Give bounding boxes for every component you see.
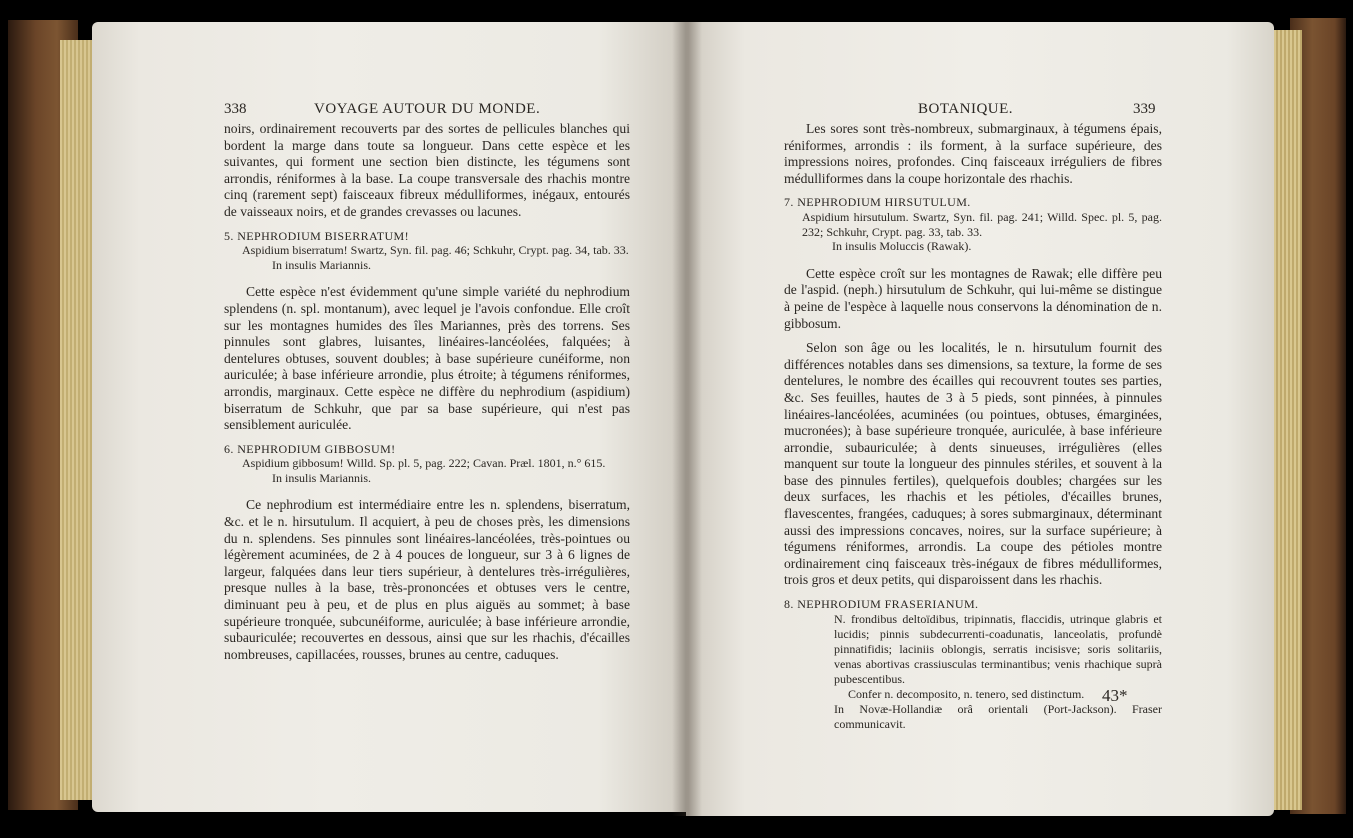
book-gutter bbox=[672, 22, 702, 816]
right-paragraph-3: Selon son âge ou les localités, le n. hirsutulum fournit des différences notables dans ses dimensions, sa texture, la forme de ses dentelures, le nombre des écailles qui recouvrent toutes ses parties, &c. Ses feuilles, hautes de 3 à 5 pieds, sont pinnées, à pinnules linéaires-lancéolées, acuminées (ou pointues, obtuses, émarginées, mucronées); à base supérieure tronquée, auriculée, à base inférieure arrondie, subauriculée; à dents sinueuses, irrégulières (elles manquent sur toute la longueur des pinnules stériles, et souvent à la base des pinnules fertiles), quelquefois doubles; chargées sur les deux surfaces, les rhachis et les pétioles, d'écailles brunes, flavescentes, frangées, caduques; à sores submarginaux, déterminant aussi des impressions concaves, noires, sur la surface supérieure; à tégumens réniformes, arrondis. La coupe des pétioles montre ordinairement cinq faisceaux très-inégaux de fibres médulliformes, trois gros et deux petits, qui disparoissent dans les rhachis. bbox=[784, 340, 1162, 588]
left-running-head: VOYAGE AUTOUR DU MONDE. bbox=[314, 101, 541, 117]
entry-6-reference: Aspidium gibbosum! Willd. Sp. pl. 5, pag. 222; Cavan. Præl. 1801, n.° 615. bbox=[242, 456, 606, 471]
entry-8-diagnosis: N. frondibus deltoïdibus, tripinnatis, flaccidis, utrinque glabris et lucidis; pinnis subdecurrenti-coadunatis, lanceolatis, profundè pinnatifidis; laciniis oblongis, serratis incisisve; soris solitariis, venas abortivas crassiusculas terminantibus; venis rhachique suprà pubescentibus. bbox=[834, 612, 1162, 687]
left-paragraph-2: Cette espèce n'est évidemment qu'une simple variété du nephrodium splendens (n. spl. montanum), avec lequel je l'avois confondue. Elle croît sur les montagnes humides des îles Mariannes, près des torrens. Ses pinnules sont glabres, luisantes, linéaires-lancéolées, falquées; à dentelures obtuses, souvent doubles; à base supérieure cunéiforme, non auriculée; à base inférieure arrondie, plus étroite; à tégumens réniformes, arrondis, marginaux. Cette espèce ne diffère du nephrodium (aspidium) biserratum de Schkuhr, que par sa base supérieure, qui n'est pas sensiblement auriculée. bbox=[224, 284, 630, 433]
entry-7-locality: In insulis Moluccis (Rawak). bbox=[832, 239, 972, 254]
right-running-head: BOTANIQUE. bbox=[918, 101, 1014, 117]
entry-5-reference: Aspidium biserratum! Swartz, Syn. fil. pag. 46; Schkuhr, Crypt. pag. 34, tab. 33. bbox=[242, 243, 629, 258]
entry-6-locality: In insulis Mariannis. bbox=[272, 470, 371, 485]
left-page-number: 338 bbox=[224, 101, 247, 117]
entry-7 bbox=[784, 195, 1162, 254]
left-paragraph-1: noirs, ordinairement recouverts par des sortes de pellicules blanches qui bordent la marge dans toute sa longueur. Dans cette espèce et les suivantes, qui forment une section bien distincte, les tégumens sont arrondis, réniformes à la base. La coupe transversale des rhachis montre cinq (rarement sept) faisceaux fibreux médulliformes, inégaux, entourés de vaisseaux noirs, et de grandes crevasses ou lacunes. bbox=[224, 121, 630, 219]
left-page-body bbox=[224, 121, 630, 671]
entry-8 bbox=[784, 597, 1162, 732]
right-page-body bbox=[784, 121, 1162, 740]
entry-8-confer: Confer n. decomposito, n. tenero, sed distinctum. bbox=[848, 687, 1085, 702]
entry-6 bbox=[224, 441, 630, 486]
entry-7-reference: Aspidium hirsutulum. Swartz, Syn. fil. pag. 241; Willd. Spec. pl. 5, pag. 232; Schkuhr, Crypt. pag. 33, tab. 33. bbox=[802, 209, 1162, 239]
entry-5-title: 5. NEPHRODIUM BISERRATUM! bbox=[224, 228, 410, 243]
entry-8-locality: In Novæ-Hollandiæ orâ orientali (Port-Jackson). Fraser communicavit. bbox=[834, 702, 1162, 732]
signature-mark: 43* bbox=[1102, 686, 1128, 705]
right-paragraph-2: Cette espèce croît sur les montagnes de Rawak; elle diffère peu de l'aspid. (neph.) hirsutulum de Schkuhr, qui lui-même se distingue à peine de l'espèce à laquelle nous conservons la dénomination de n. gibbosum. bbox=[784, 265, 1162, 331]
entry-7-title: 7. NEPHRODIUM HIRSUTULUM. bbox=[784, 195, 971, 210]
entry-5-locality: In insulis Mariannis. bbox=[272, 257, 371, 272]
entry-6-title: 6. NEPHRODIUM GIBBOSUM! bbox=[224, 441, 396, 456]
right-paragraph-1: Les sores sont très-nombreux, submarginaux, à tégumens épais, réniformes, arrondis : ils forment, à la surface supérieure, des impressions noires, profondes. Cinq faisceaux irréguliers de fibres médulliformes dans la coupe horizontale des rhachis. bbox=[784, 121, 1162, 186]
entry-5 bbox=[224, 228, 630, 273]
right-page-number: 339 bbox=[1133, 101, 1156, 117]
left-paragraph-3: Ce nephrodium est intermédiaire entre les n. splendens, biserratum, &c. et le n. hirsutulum. Il acquiert, à peu de choses près, les dimensions du n. splendens. Ses pinnules sont linéaires-lancéolées, très-pointues ou légèrement acuminées, de 2 à 4 pouces de longueur, sur 3 à 6 lignes de largeur, falquées dans leur tiers supérieur, à dentelures très-irrégulières, presque nulles à la base, très-prononcées et obtuses vers le centre, diminuant peu à peu, et de plus en plus aiguës au sommet; à base supérieure tronquée, subcunéiforme, auriculée; à base inférieure arrondie, subauriculée; recouvertes en dessous, ainsi que sur les rhachis, d'écailles nombreuses, capillacées, rousses, brunes au centre, caduques. bbox=[224, 497, 630, 662]
entry-8-title: 8. NEPHRODIUM FRASERIANUM. bbox=[784, 597, 979, 612]
